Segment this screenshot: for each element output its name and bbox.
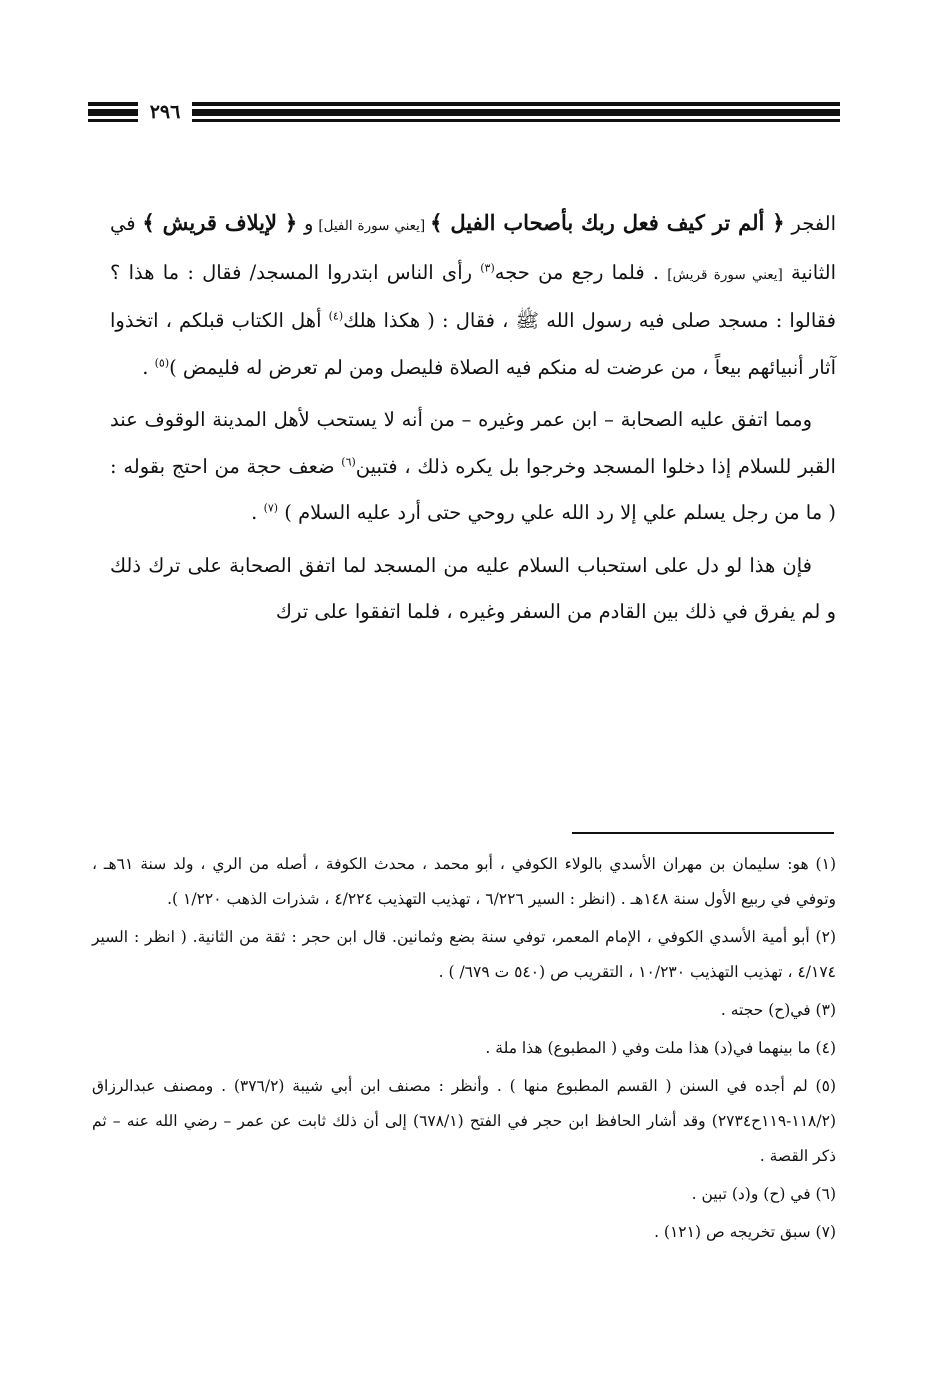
- footnote-ref-3[interactable]: (٣): [480, 261, 495, 274]
- quran-verse-al-fil: ﴿ ألم تر كيف فعل ربك بأصحاب الفيل ﴾: [430, 210, 785, 235]
- p1-after-verse: في الثانية: [110, 212, 836, 284]
- footnote-ref-6[interactable]: (٦): [341, 455, 356, 468]
- header-rule-right: [192, 102, 840, 122]
- p1-text-c: أهل الكتاب قبلكم ، اتخذوا آثار أنبيائهم بيعاً ، من عرضت له منكم فيه الصلاة فليصل ومن لم تعرض له فليمض ): [110, 309, 836, 379]
- p3-text: فإن هذا لو دل على استحباب السلام عليه من المسجد لما اتفق الصحابة على ترك ذلك و لم يفرق في ذلك بين القادم من السفر وغيره ، فلما اتفقوا على ترك: [110, 553, 836, 623]
- footnote-7: (٧) سبق تخريجه ص (١٢١) .: [654, 1223, 836, 1241]
- editor-note-quraysh: [يعني سورة قريش]: [667, 266, 783, 283]
- page-header: [88, 98, 840, 126]
- paragraph-1: [110, 200, 836, 391]
- footnote-1: (١) هو: سليمان بن مهران الأسدي بالولاء الكوفي ، أبو محمد ، محدث الكوفة ، أصله من الري ، ولد سنة ٦١هـ ، وتوفي في ربيع الأول سنة ١٤٨هـ . (انظر : السير ٦/٢٢٦ ، تهذيب التهذيب ٤/٢٢٤ ، شذرات الذهب ١/٢٢٠ ).: [92, 855, 836, 908]
- p1-connector: و: [297, 212, 314, 235]
- footnote-separator: [572, 832, 834, 834]
- main-text: [110, 200, 836, 636]
- page-number: ٢٩٦: [149, 101, 181, 123]
- p2-text-b: ضعف حجة من احتج بقوله : ( ما من رجل يسلم علي إلا رد الله علي روحي حتى أرد عليه السلام ): [110, 454, 836, 524]
- p2-text-c: .: [251, 501, 264, 524]
- p1-text-d: .: [142, 355, 155, 379]
- footnote-ref-4[interactable]: (٤): [328, 309, 344, 323]
- footnotes: [92, 847, 836, 1250]
- paragraph-2: [110, 397, 836, 537]
- footnote-ref-5[interactable]: (٥): [154, 356, 170, 369]
- footnote-ref-7[interactable]: (٧): [263, 501, 279, 515]
- footnote-2: (٢) أبو أمية الأسدي الكوفي ، الإمام المعمر، توفي سنة بضع وثمانين. قال ابن حجر : ثقة من الثانية. ( انظر : السير ٤/١٧٤ ، تهذيب التهذيب ١٠/٢٣٠ ، التقريب ص (٥٤٠ ت ٦٧٩/ ) .: [92, 928, 836, 981]
- p1-lead: الفجر: [784, 212, 837, 235]
- quran-verse-quraysh: ﴿ لإيلاف قريش ﴾: [142, 210, 298, 235]
- footnote-4: (٤) ما بينهما في(د) هذا ملت وفي ( المطبوع) هذا ملة .: [485, 1039, 836, 1057]
- header-rule-left: [88, 102, 138, 122]
- editor-note-al-fil: [يعني سورة الفيل]: [313, 218, 431, 234]
- paragraph-3: [110, 543, 836, 636]
- p1-text-a: . فلما رجع من حجه: [494, 260, 668, 284]
- footnote-3: (٣) في(ح) حجته .: [720, 1001, 836, 1019]
- p1-text-b: رأى الناس ابتدروا المسجد/ فقال : ما هذا ؟ فقالوا : مسجد صلى فيه رسول الله ﷺ ، فقال : ( هكذا هلك: [110, 260, 836, 332]
- footnote-6: (٦) في (ح) و(د) تبين .: [691, 1185, 836, 1203]
- p2-text-a: ومما اتفق عليه الصحابة – ابن عمر وغيره – من أنه لا يستحب لأهل المدينة الوقوف عند القبر للسلام إذا دخلوا المسجد وخرجوا بل يكره ذلك ، فتبين: [110, 408, 836, 478]
- footnote-5: (٥) لم أجده في السنن ( القسم المطبوع منها ) . وأنظر : مصنف ابن أبي شيبة (٣٧٦/٢) . ومصنف عبدالرزاق (١١٨/٢-١١٩ح٢٧٣٤) وقد أشار الحافظ ابن حجر في الفتح (٦٧٨/١) إلى أن ذلك ثابت عن عمر – رضي الله عنه – ثم ذكر القصة .: [92, 1077, 836, 1165]
